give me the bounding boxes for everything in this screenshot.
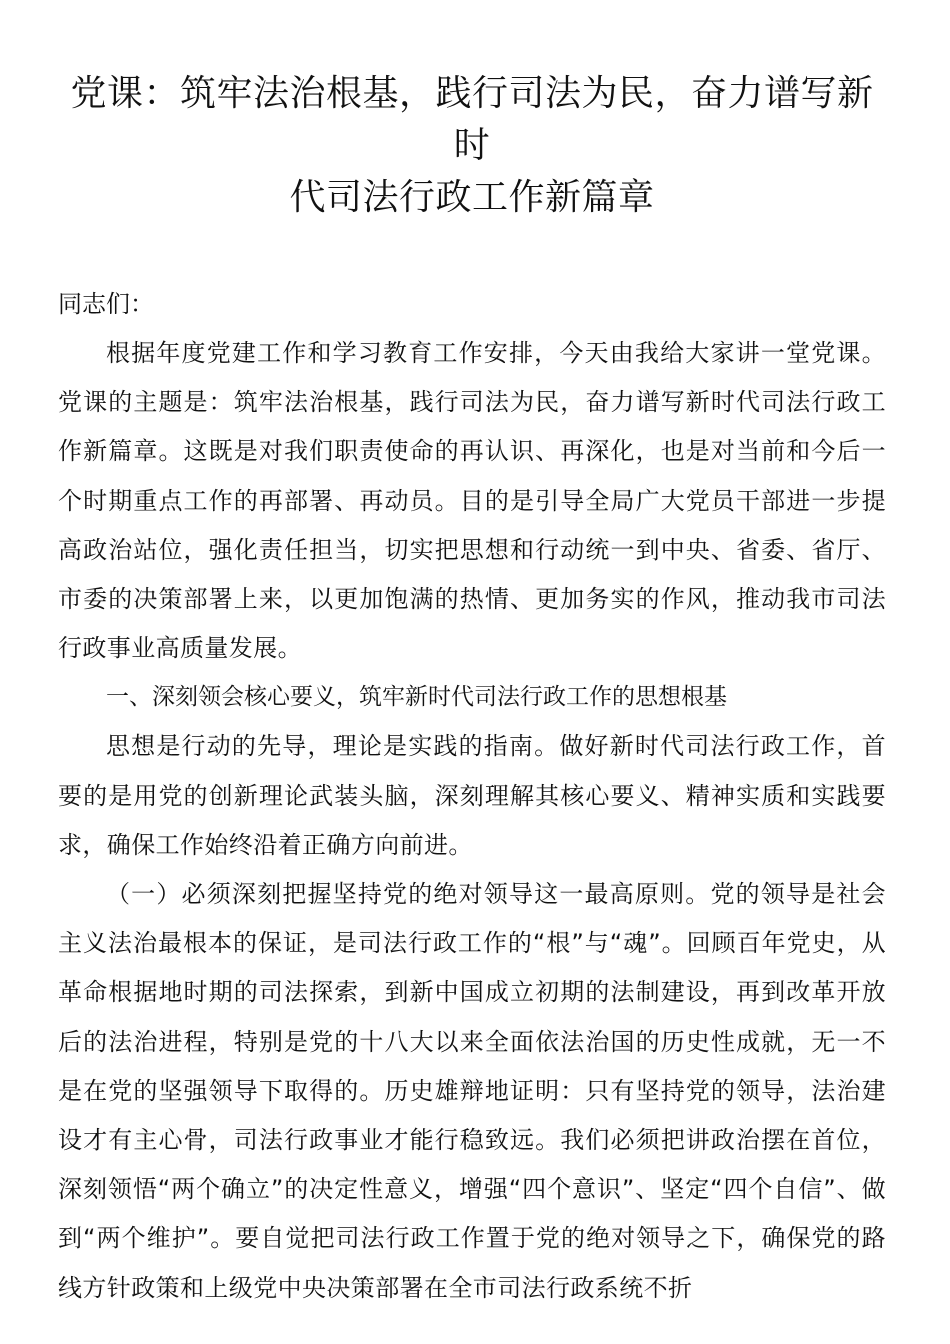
section-1-intro-paragraph: 思想是行动的先导，理论是实践的指南。做好新时代司法行政工作，首要的是用党的创新理论武装头脑，深刻理解其核心要义、精神实质和实践要求，确保工作始终沿着正确方向前进。 <box>58 732 886 859</box>
salutation: 同志们： <box>58 290 154 318</box>
subsection-1-paragraph: （一）必须深刻把握坚持党的绝对领导这一最高原则。党的领导是社会主义法治最根本的保证，是司法行政工作的“根”与“魂”。回顾百年党史，从革命根据地时期的司法探索，到新中国成立初期的法制建设，再到改革开放后的法治进程，特别是党的十八大以来全面依法治国的历史性成就，无一不是在党的坚强领导下取得的。历史雄辩地证明：只有坚持党的领导，法治建设才有主心骨，司法行政事业才能行稳致远。我们必须把讲政治摆在首位，深刻领悟“两个确立”的决定性意义，增强“四个意识”、坚定“四个自信”、做到“两个维护”。要自觉把司法行政工作置于党的绝对领导之下，确保党的路线方针政策和上级党中央决策部署在全市司法行政系统不折 <box>58 880 886 1302</box>
document-title <box>58 68 886 224</box>
section-1-heading: 一、深刻领会核心要义，筑牢新时代司法行政工作的思想根基 <box>106 684 727 711</box>
title-line-2: 代司法行政工作新篇章 <box>289 177 655 218</box>
intro-paragraph: 根据年度党建工作和学习教育工作安排，今天由我给大家讲一堂党课。党课的主题是：筑牢法治根基，践行司法为民，奋力谱写新时代司法行政工作新篇章。这既是对我们职责使命的再认识、再深化，也是对当前和今后一个时期重点工作的再部署、再动员。目的是引导全局广大党员干部进一步提高政治站位，强化责任担当，切实把思想和行动统一到中央、省委、省厅、市委的决策部署上来，以更加饱满的热情、更加务实的作风，推动我市司法行政事业高质量发展。 <box>58 339 886 663</box>
title-line-1: 党课：筑牢法治根基，践行司法为民，奋力谱写新时 <box>70 73 874 166</box>
